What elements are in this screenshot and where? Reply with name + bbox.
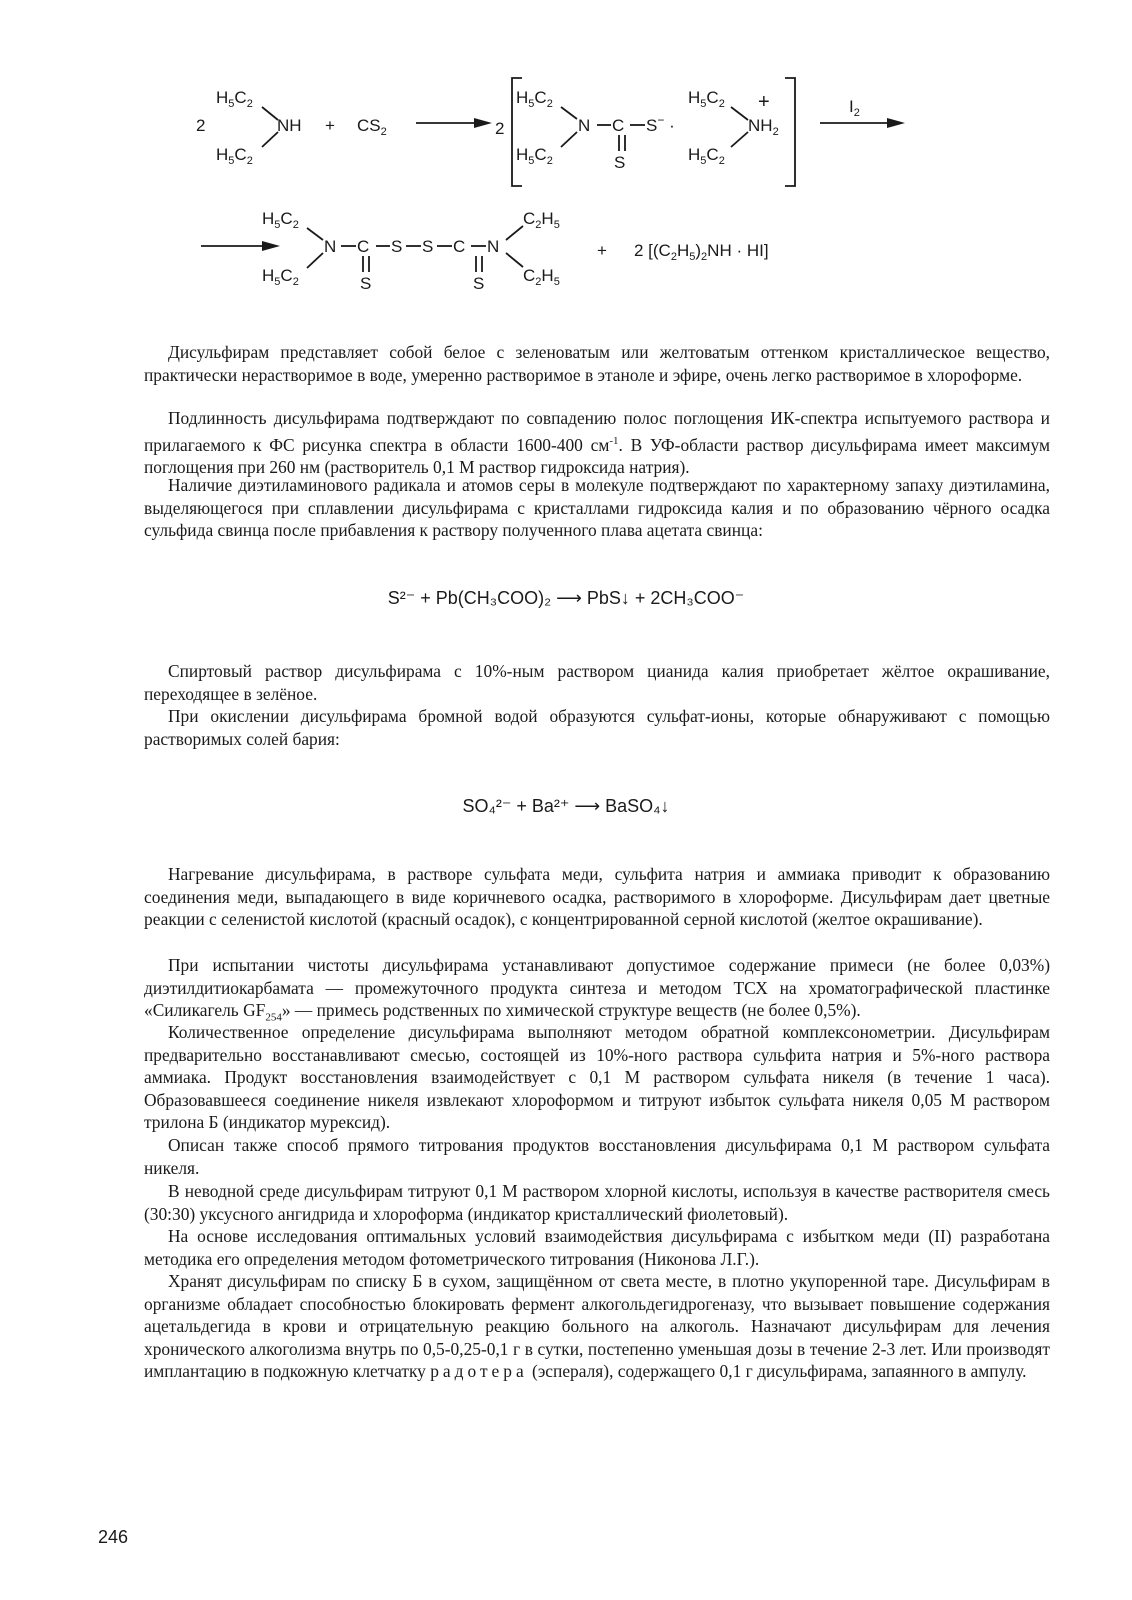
sulfur-label: S [473, 274, 485, 293]
paragraph-copper-reactions: Нагревание дисульфирама, в растворе сульфата меди, сульфита натрия и аммиака приводит к образованию соединения меди, выпадающего в виде коричневого осадка, растворимого в хлороформе. Дисульфирам дает цветные реакции с селенистой кислотой (красный осадок), с концентрированной серной кислотой (желтое окрашивание). [144, 864, 1050, 929]
plus-sign: + [597, 241, 607, 260]
carbon-label: C [357, 237, 370, 256]
sulfur-label: S [360, 274, 372, 293]
paragraph-storage-and-use: Хранят дисульфирам по списку Б в сухом, защищённом от света месте, в плотно укупоренной таре. Дисульфирам в организме обладает способностью блокировать фермент алкогольдегидрогеназу, что вызывает повышение содержания ацетальдегида в крови и отрицательную реакцию больного на алкоголь. Назначают дисульфирам для лечения хронического алкоголизма внутрь по 0,5-0,25-0,1 г в сутки, постепенно уменьшая дозы в течение 2-3 лет. Или производят имплантацию в подкожную клетчатку радотера (эспераля), содержащего 0,1 г дисульфирама, запаянного в ампулу. [144, 1271, 1050, 1381]
disulfiram-synthesis-scheme [0, 0, 1132, 330]
ethyl-group-label: $C_2H_5$ [523, 266, 560, 288]
carbon-disulfide-label: $CS_2$ [357, 116, 387, 138]
page-number: 246 [98, 1527, 129, 1547]
paragraph-description: Дисульфирам представляет собой белое с зеленоватым или желтоватым оттенком кристаллическое вещество, практически нерастворимое в воде, умеренно растворимое в этаноле и эфире, очень легко растворимое в хлороформе. [144, 342, 1050, 385]
amine-label: NH [277, 116, 302, 135]
paragraph-quantitative-assay: Количественное определение дисульфирама выполняют методом обратной комплексонометрии. Дисульфирам предварительно восстанавливают смесью, состоящей из 10%-ного раствора сульфита натрия и 5%-ного раствора аммиака. Продукт восстановления взаимодействует с 0,1 М раствором сульфата никеля (в течение 1 часа). Образовавшееся соединение никеля извлекают хлороформом и титруют избыток сульфата никеля 0,05 М раствором трилона Б (индикатор мурексид). [144, 1022, 1050, 1132]
ethyl-group-label: $H_5C_2$ [262, 266, 299, 288]
plus-sign: + [325, 116, 335, 135]
carbon-label: C [612, 116, 625, 135]
ethyl-group-label: $H_5C_2$ [516, 88, 553, 110]
nitrogen-label: N [324, 237, 337, 256]
paragraph-identity-ir: Подлинность дисульфирама подтверждают по совпадению полос поглощения ИК-спектра испытуемого раствора и прилагаемого к ФС рисунка спектра в области 1600-400 $см^{-1}$. В УФ-области раствор дисульфирама имеет максимум поглощения при 260 нм (растворитель 0,1 М раствор гидроксида натрия). [144, 408, 1050, 477]
coefficient: 2 [495, 119, 505, 138]
equation-lead-sulfide: S²⁻ + Pb(CH₃COO)₂ ⟶ PbS↓ + 2CH₃COO⁻ [387, 588, 745, 608]
carbon-label: C [453, 237, 466, 256]
ethyl-group-label: $H_5C_2$ [216, 145, 253, 167]
paragraph-nonaqueous-titration: В неводной среде дисульфирам титруют 0,1 М раствором хлорной кислоты, используя в качестве растворителя смесь (30:30) уксусного ангидрида и хлороформа (индикатор кристаллический фиолетовый). [144, 1181, 1050, 1224]
equation-barium-sulfate: SO₄²⁻ + Ba²⁺ ⟶ BaSO₄↓ [462, 796, 670, 816]
diethylammonium-iodide-label: 2 $[(C_2H_5)_2NH \cdot HI]$ [634, 241, 769, 263]
ethyl-group-label: $H_5C_2$ [688, 88, 725, 110]
thiolate-label: S− · [646, 113, 675, 135]
ammonium-label: $NH_2$ [748, 116, 779, 138]
coefficient: 2 [196, 116, 206, 135]
ethyl-group-label: $H_5C_2$ [216, 88, 253, 110]
sulfur-label: S [422, 237, 434, 256]
paragraph-photometric-titration: На основе исследования оптимальных условий взаимодействия дисульфирама с избытком меди (II) разработана методика его определения методом фотометрического титрования (Никонова Л.Г.). [144, 1226, 1050, 1269]
plus-charge: + [758, 91, 770, 113]
iodine-reagent-label: $I_2$ [849, 97, 860, 119]
paragraph-diethylamine-test: Наличие диэтиламинового радикала и атомов серы в молекуле подтверждают по характерному запаху диэтиламина, выделяющегося при сплавлении дисульфирама с кристаллами гидроксида калия и по образованию чёрного осадка сульфида свинца после прибавления к раствору полученного плава ацетата свинца: [144, 475, 1050, 540]
ethyl-group-label: $H_5C_2$ [516, 145, 553, 167]
ethyl-group-label: $H_5C_2$ [262, 209, 299, 231]
paragraph-direct-titration: Описан также способ прямого титрования продуктов восстановления дисульфирама 0,1 М раствором сульфата никеля. [144, 1135, 1050, 1178]
ethyl-group-label: $H_5C_2$ [688, 145, 725, 167]
sulfur-label: S [391, 237, 403, 256]
paragraph-bromine-oxidation: При окислении дисульфирама бромной водой образуются сульфат-ионы, которые обнаруживают с помощью растворимых солей бария: [144, 706, 1050, 749]
paragraph-purity-test: При испытании чистоты дисульфирама устанавливают допустимое содержание примеси (не более 0,03%) диэтилдитиокарбамата — промежуточного продукта синтеза и методом ТСХ на хроматографической пластинке «Силикагель $GF_{254}$» — примесь родственных по химической структуре веществ (не более 0,5%). [144, 955, 1050, 1024]
ethyl-group-label: $C_2H_5$ [523, 209, 560, 231]
paragraph-cyanide-test: Спиртовый раствор дисульфирама с 10%-ным раствором цианида калия приобретает жёлтое окрашивание, переходящее в зелёное. [144, 661, 1050, 704]
sulfur-label: S [614, 153, 626, 172]
nitrogen-label: N [578, 116, 591, 135]
nitrogen-label: N [487, 237, 500, 256]
